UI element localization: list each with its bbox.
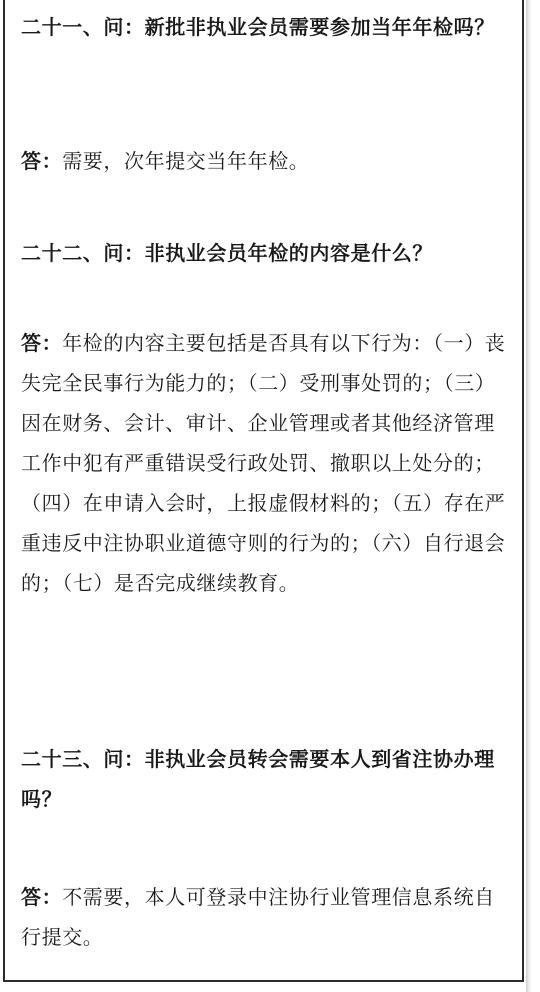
answer-23 [21, 877, 513, 957]
question-21: 二十一、问：新批非执业会员需要参加当年年检吗？ [21, 15, 495, 39]
answer-lead: 答： [21, 885, 63, 909]
page-edge-shadow [526, 0, 532, 992]
answer-text: 年检的内容主要包括是否具有以下行为：（一）丧失完全民事行为能力的；（二）受刑事处罚的；（三）因在财务、会计、审计、企业管理或者其他经济管理工作中犯有严重错误受行政处罚、撤职以上处分的；（四）在申请入会时，上报虚假材料的；（五）存在严重违反中注协职业道德守则的行为的；（六）自行退会的；（七）是否完成继续教育。 [21, 331, 506, 595]
answer-text: 需要，次年提交当年年检。 [62, 149, 310, 173]
answer-lead: 答： [21, 331, 63, 355]
question-23: 二十三、问：非执业会员转会需要本人到省注协办理吗？ [21, 747, 495, 811]
question-22: 二十二、问：非执业会员年检的内容是什么？ [21, 241, 433, 265]
answer-text: 不需要，本人可登录中注协行业管理信息系统自行提交。 [21, 885, 495, 949]
answer-22 [21, 323, 513, 603]
answer-lead: 答： [21, 149, 63, 173]
answer-21 [21, 141, 309, 181]
